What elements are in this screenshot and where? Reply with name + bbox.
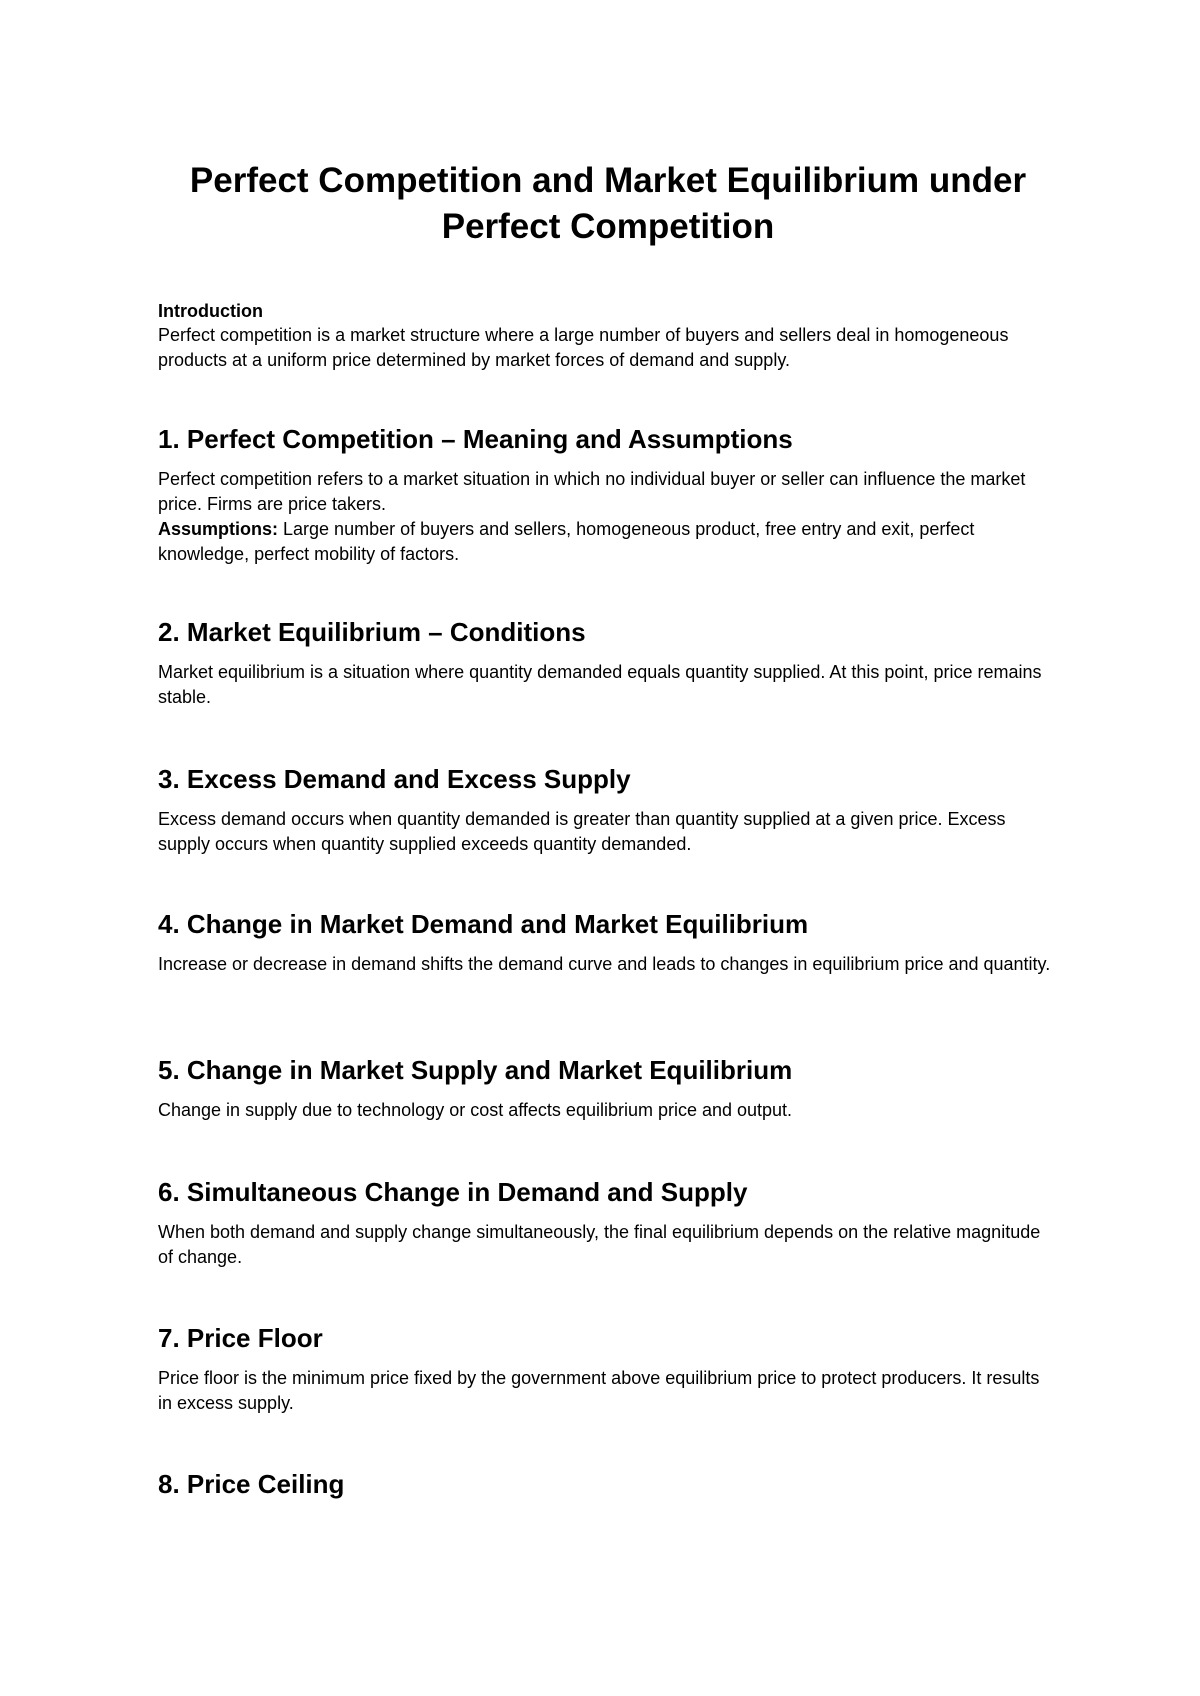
section-market-equilibrium-conditions [158,615,1058,710]
section-text: When both demand and supply change simultaneously, the final equilibrium depends on the relative magnitude of change. [158,1222,1041,1267]
section-perfect-competition-meaning [158,422,1058,567]
section-change-in-market-demand [158,907,1058,977]
introduction-block [158,299,1058,373]
section-heading: 6. Simultaneous Change in Demand and Supply [158,1177,748,1207]
document-page [158,0,1058,1696]
section-heading: 5. Change in Market Supply and Market Equilibrium [158,1055,793,1085]
section-price-floor [158,1321,1058,1416]
section-price-ceiling [158,1467,1058,1512]
section-text: Market equilibrium is a situation where quantity demanded equals quantity supplied. At this point, price remains stable. [158,662,1042,707]
section-text: Increase or decrease in demand shifts the demand curve and leads to changes in equilibrium price and quantity. [158,954,1051,974]
section-text: Perfect competition refers to a market situation in which no individual buyer or seller can influence the market price. Firms are price takers. [158,469,1026,514]
section-excess-demand-supply [158,762,1058,857]
assumptions-text: Large number of buyers and sellers, homogeneous product, free entry and exit, perfect knowledge, perfect mobility of factors. [158,519,975,564]
section-heading: 8. Price Ceiling [158,1469,345,1499]
section-change-in-market-supply [158,1053,1058,1123]
section-heading: 3. Excess Demand and Excess Supply [158,764,631,794]
assumptions-label: Assumptions: [158,519,279,539]
introduction-heading: Introduction [158,301,263,321]
introduction-text: Perfect competition is a market structure where a large number of buyers and sellers deal in homogeneous products at a uniform price determined by market forces of demand and supply. [158,325,1009,370]
section-text: Change in supply due to technology or cost affects equilibrium price and output. [158,1100,793,1120]
document-title: Perfect Competition and Market Equilibrium under Perfect Competition [189,161,1027,246]
section-simultaneous-change [158,1175,1058,1270]
section-heading: 4. Change in Market Demand and Market Equilibrium [158,909,809,939]
section-text: Price floor is the minimum price fixed by the government above equilibrium price to protect producers. It results in excess supply. [158,1368,1040,1413]
section-text: Excess demand occurs when quantity demanded is greater than quantity supplied at a given price. Excess supply occurs when quantity supplied exceeds quantity demanded. [158,809,1006,854]
assumptions-paragraph [158,517,1058,567]
section-heading: 7. Price Floor [158,1323,323,1353]
section-heading: 1. Perfect Competition – Meaning and Assumptions [158,424,793,454]
section-heading: 2. Market Equilibrium – Conditions [158,617,586,647]
